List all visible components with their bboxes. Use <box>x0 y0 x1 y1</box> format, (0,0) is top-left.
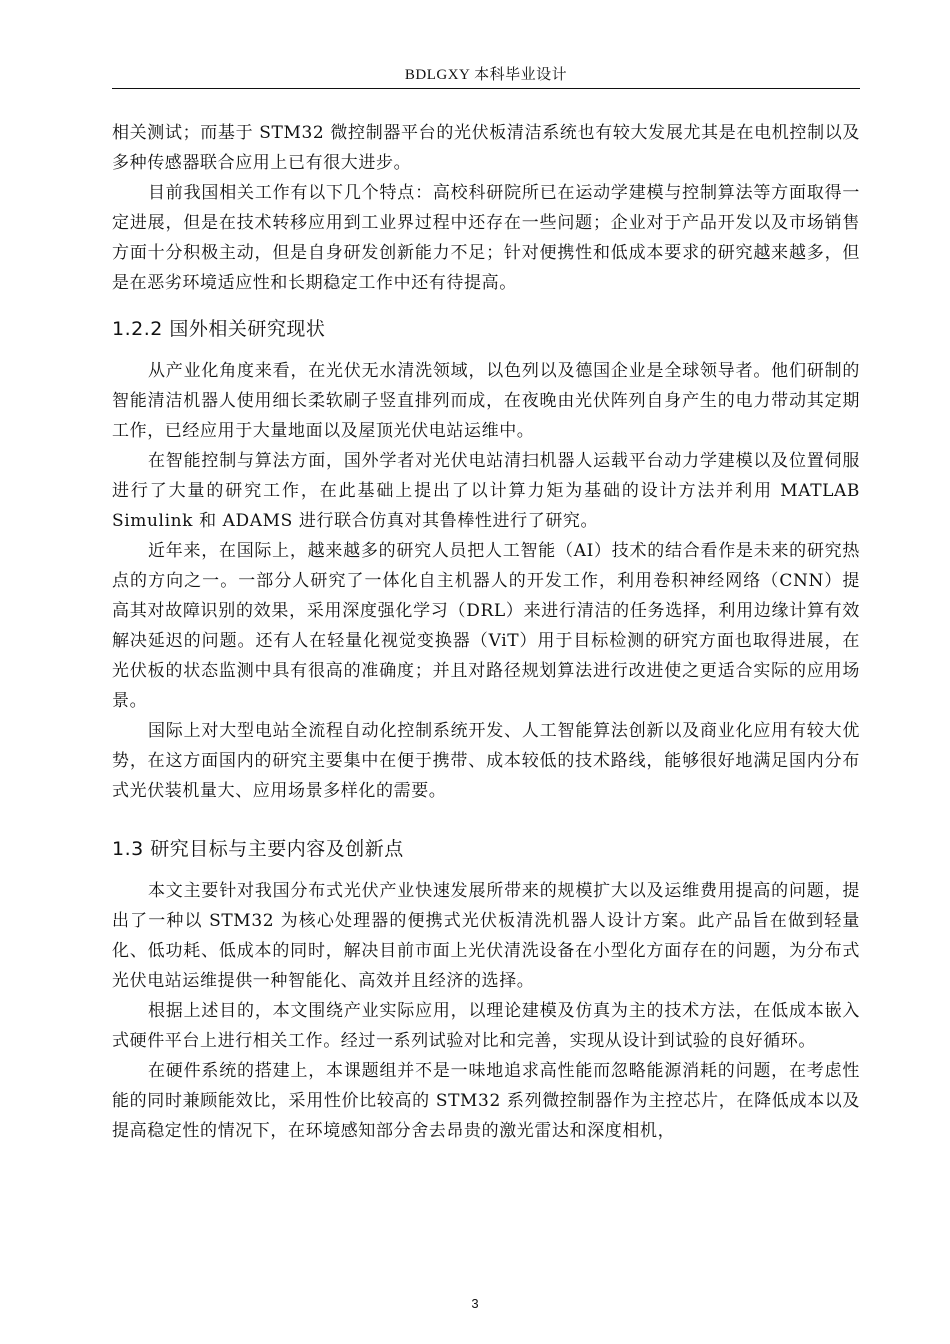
header-divider <box>112 88 860 89</box>
paragraph: 本文主要针对我国分布式光伏产业快速发展所带来的规模扩大以及运维费用提高的问题，提出了一种以 STM32 为核心处理器的便携式光伏板清洗机器人设计方案。此产品旨在做到轻量化、低功耗、低成本的同时，解决目前市面上光伏清洗设备在小型化方面存在的问题，为分布式光伏电站运维提供一种智能化、高效并且经济的选择。 <box>112 881 860 991</box>
paragraph: 近年来，在国际上，越来越多的研究人员把人工智能（AI）技术的结合看作是未来的研究热点的方向之一。一部分人研究了一体化自主机器人的开发工作，利用卷积神经网络（CNN）提高其对故障识别的效果，采用深度强化学习（DRL）来进行清洁的任务选择，利用边缘计算有效解决延迟的问题。还有人在轻量化视觉变换器（ViT）用于目标检测的研究方面也取得进展，在光伏板的状态监测中具有很高的准确度；并且对路径规划算法进行改进使之更适合实际的应用场景。 <box>112 541 860 711</box>
page-header: BDLGXY 本科毕业设计 <box>404 67 568 83</box>
section-heading-1-2-2: 1.2.2 国外相关研究现状 <box>112 318 326 340</box>
paragraph: 目前我国相关工作有以下几个特点：高校科研院所已在运动学建模与控制算法等方面取得一定进展，但是在技术转移应用到工业界过程中还存在一些问题；企业对于产品开发以及市场销售方面十分积极主动，但是自身研发创新能力不足；针对便携性和低成本要求的研究越来越多，但是在恶劣环境适应性和长期稳定工作中还有待提高。 <box>112 183 860 293</box>
page-number: 3 <box>471 1296 479 1311</box>
document-body <box>112 118 860 1146</box>
section-heading-1-3: 1.3 研究目标与主要内容及创新点 <box>112 838 404 860</box>
paragraph: 在硬件系统的搭建上，本课题组并不是一味地追求高性能而忽略能源消耗的问题，在考虑性能的同时兼顾能效比，采用性价比较高的 STM32 系列微控制器作为主控芯片，在降低成本以及提高稳定性的情况下，在环境感知部分舍去昂贵的激光雷达和深度相机， <box>112 1061 860 1141</box>
paragraph: 相关测试；而基于 STM32 微控制器平台的光伏板清洁系统也有较大发展尤其是在电机控制以及多种传感器联合应用上已有很大进步。 <box>112 123 860 173</box>
paragraph: 根据上述目的，本文围绕产业实际应用，以理论建模及仿真为主的技术方法，在低成本嵌入式硬件平台上进行相关工作。经过一系列试验对比和完善，实现从设计到试验的良好循环。 <box>112 1001 860 1051</box>
paragraph: 从产业化角度来看，在光伏无水清洗领域，以色列以及德国企业是全球领导者。他们研制的智能清洁机器人使用细长柔软刷子竖直排列而成，在夜晚由光伏阵列自身产生的电力带动其定期工作，已经应用于大量地面以及屋顶光伏电站运维中。 <box>112 361 860 441</box>
paragraph: 在智能控制与算法方面，国外学者对光伏电站清扫机器人运载平台动力学建模以及位置伺服进行了大量的研究工作，在此基础上提出了以计算力矩为基础的设计方法并利用 MATLAB Simulink 和 ADAMS 进行联合仿真对其鲁棒性进行了研究。 <box>112 451 860 531</box>
paragraph: 国际上对大型电站全流程自动化控制系统开发、人工智能算法创新以及商业化应用有较大优势，在这方面国内的研究主要集中在便于携带、成本较低的技术路线，能够很好地满足国内分布式光伏装机量大、应用场景多样化的需要。 <box>112 721 860 801</box>
